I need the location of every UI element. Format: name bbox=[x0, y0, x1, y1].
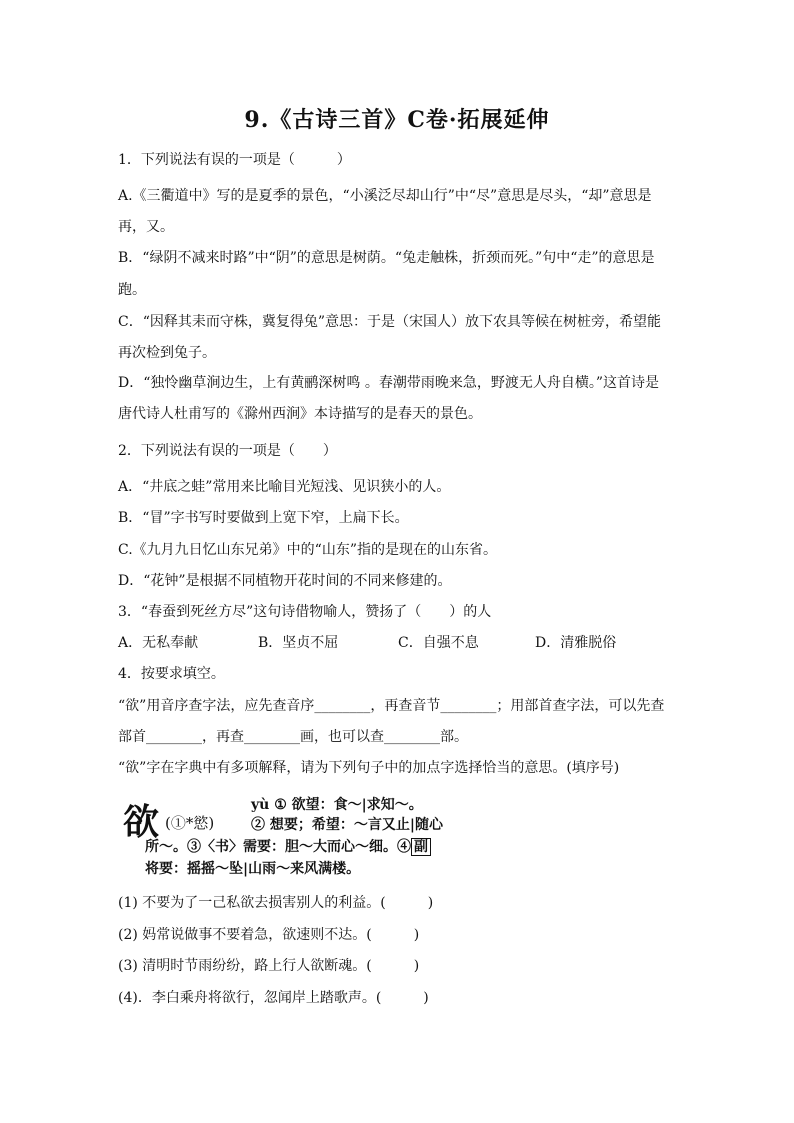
q1-option-a-cont: 再，又。 bbox=[118, 219, 174, 235]
dictionary-boxed-label: 副 bbox=[411, 838, 431, 856]
dictionary-line-3 bbox=[145, 836, 431, 856]
dictionary-line-2: ② 想要；希望：～言又止|随心 bbox=[251, 817, 443, 833]
q4-sentence-1: (1) 不要为了一己私欲去损害别人的利益。( ) bbox=[118, 895, 434, 911]
q2-option-d: D．“花钟”是根据不同植物开花时间的不同来修建的。 bbox=[118, 573, 452, 589]
q3-option-c: C．自强不息 bbox=[398, 635, 479, 651]
q3-option-b: B．坚贞不屈 bbox=[258, 635, 339, 651]
q4-paragraph-2: 部首________，再查________画，也可以查________部。 bbox=[118, 729, 468, 745]
question-2-stem: 2．下列说法有误的一项是（ ） bbox=[118, 443, 337, 459]
q4-paragraph-1: “欲”用音序查字法，应先查音序________，再查音节________；用部首查字法，可以先查 bbox=[118, 698, 665, 714]
q4-sentence-3: (3) 清明时节雨纷纷，路上行人欲断魂。( ) bbox=[118, 958, 420, 974]
q1-option-a: A.《三衢道中》写的是夏季的景色，“小溪泛尽却山行”中“尽”意思是尽头，“却”意思是 bbox=[118, 188, 652, 204]
q2-option-b: B．“冒”字书写时要做到上宽下窄，上扁下长。 bbox=[118, 510, 409, 526]
q4-sentence-2: (2) 妈常说做事不要着急，欲速则不达。( ) bbox=[118, 927, 420, 943]
q1-option-d-cont: 唐代诗人杜甫写的《滁州西涧》本诗描写的是春天的景色。 bbox=[118, 406, 482, 422]
q2-option-c: C.《九月九日忆山东兄弟》中的“山东”指的是现在的山东省。 bbox=[118, 542, 497, 558]
q4-sentence-4: (4)．李白乘舟将欲行，忽闻岸上踏歌声。( ) bbox=[118, 990, 429, 1006]
dictionary-line-4: 将要：摇摇～坠|山雨～来风满楼。 bbox=[145, 861, 361, 877]
dictionary-headword: 欲 bbox=[123, 801, 160, 843]
q3-option-d: D．清雅脱俗 bbox=[535, 635, 617, 651]
q1-option-c-cont: 再次检到兔子。 bbox=[118, 345, 216, 361]
dictionary-line-3-text: 所～。③〈书〉需要：胆～大而心～细。④ bbox=[145, 839, 411, 855]
question-4-stem: 4．按要求填空。 bbox=[118, 666, 225, 682]
q1-option-c: C．“因释其耒而守株，冀复得兔”意思：于是（宋国人）放下农具等候在树桩旁，希望能 bbox=[118, 314, 662, 330]
dictionary-variant: (①*慾) bbox=[165, 814, 215, 832]
q1-option-b: B．“绿阴不减来时路”中“阴”的意思是树荫。“兔走触株，折颈而死。”句中“走”的意思是 bbox=[118, 250, 655, 266]
q1-option-b-cont: 跑。 bbox=[118, 282, 146, 298]
question-1-stem: 1．下列说法有误的一项是（ ） bbox=[118, 152, 351, 168]
dictionary-entry-image bbox=[121, 792, 461, 878]
q3-option-a: A．无私奉献 bbox=[118, 635, 199, 651]
dictionary-line-1: yù ① 欲望：食～|求知～。 bbox=[251, 797, 423, 813]
q2-option-a: A．“井底之蛙”常用来比喻目光短浅、见识狭小的人。 bbox=[118, 479, 451, 495]
question-3-stem: 3．“春蚕到死丝方尽”这句诗借物喻人，赞扬了（ ）的人 bbox=[118, 604, 492, 620]
q4-paragraph-3: “欲”字在字典中有多项解释，请为下列句子中的加点字选择恰当的意思。(填序号) bbox=[118, 760, 620, 776]
q1-option-d: D．“独怜幽草涧边生，上有黄鹂深树鸣 。春潮带雨晚来急，野渡无人舟自横。”这首诗是 bbox=[118, 375, 659, 391]
page-title: 9.《古诗三首》C卷·拓展延伸 bbox=[244, 107, 550, 133]
